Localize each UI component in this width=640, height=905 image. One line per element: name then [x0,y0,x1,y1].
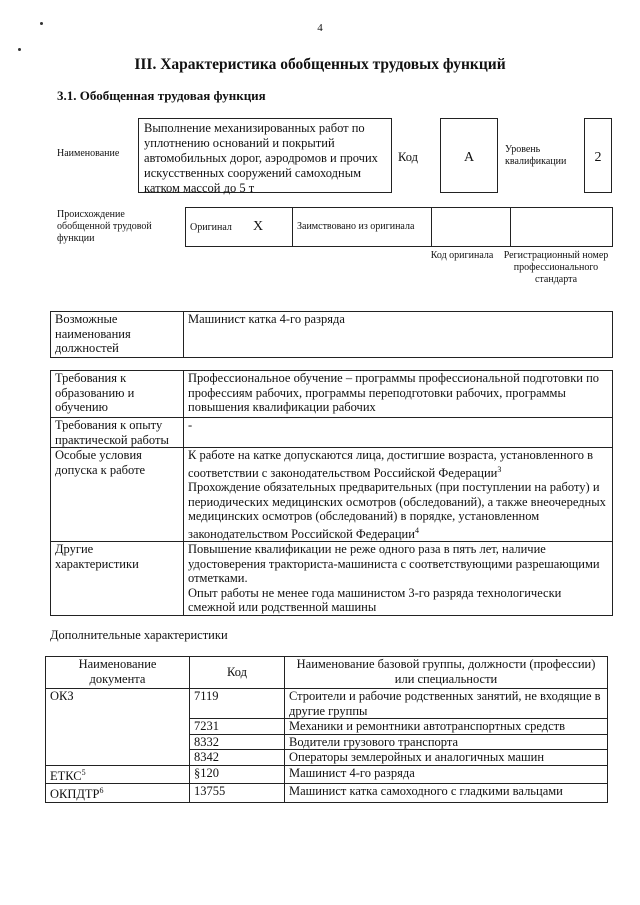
req-other-value [184,542,613,616]
reg-number-cell [511,208,613,247]
name-value: Выполнение механизированных работ по уплотнению оснований и покрытий автомобильных дорог, аэродромов и прочих искусственных сооружений самоходным катком массой до 5 т [144,121,378,195]
level-label: Уровень квалификации [505,144,567,167]
table-row-name: Машинист 4-го разряда [285,765,608,784]
code-value: А [463,150,475,165]
doc-etks: ЕТКС [50,768,82,783]
req-admission-value [184,448,613,542]
name-label: Наименование [57,148,120,159]
positions-value: Машинист катка 4-го разряда [184,312,613,358]
table-row-name: Водители грузового транспорта [285,734,608,750]
scan-speck [18,48,21,51]
original-mark: Х [253,219,264,235]
table-row-code: 8342 [190,750,285,766]
level-value-box [584,118,612,193]
table-row-code: 7231 [190,719,285,735]
origin-table [185,207,613,247]
admission-text-2: Прохождение обязательных предварительных (при поступлении на работу) и периодических медицинских осмотров (обследований), а также внеочередных медицинских осмотров (обследований) в порядке, установленном законодательством Российской Федерации [188,480,606,541]
table-row-name: Строители и рабочие родственных занятий, не входящие в другие группы [285,689,608,719]
additional-title: Дополнительные характеристики [50,628,228,642]
positions-label: Возможные наименования должностей [51,312,184,358]
section-title: III. Характеристика обобщенных трудовых функций [134,56,506,73]
table-row-doc [46,765,190,784]
origin-label: Происхождение обобщенной трудовой функции [57,209,152,244]
req-education-value: Профессиональное обучение – программы профессиональной подготовки по профессиям рабочих, программы переподготовки рабочих, программы повышения квалификации рабочих [184,371,613,418]
req-admission-label: Особые условия допуска к работе [51,448,184,542]
col-name-header: Наименование базовой группы, должности (профессии) или специальности [285,657,608,689]
req-education-label: Требования к образованию и обучению [51,371,184,418]
table-row-name: Машинист катка самоходного с гладкими вальцами [285,784,608,803]
col-doc-header: Наименование документа [46,657,190,689]
borrowed-cell [293,208,432,247]
requirements-table [50,370,613,616]
table-row-name: Механики и ремонтники автотранспортных средств [285,719,608,735]
req-experience-value: - [184,418,613,448]
borrowed-label: Заимствовано из оригинала [297,221,415,232]
table-row-doc [46,784,190,803]
reg-number-caption: Регистрационный номер профессионального стандарта [503,250,609,285]
level-value: 2 [594,150,602,165]
positions-table [50,311,613,358]
code-value-box [440,118,498,193]
name-value-box [138,118,392,193]
page-number: 4 [317,22,323,34]
col-code-header: Код [190,657,285,689]
req-other-label: Другие характеристики [51,542,184,616]
footnote-3: 3 [497,464,502,474]
footnote-5: 5 [81,767,86,777]
original-label: Оригинал [190,222,232,234]
footnote-6: 6 [99,786,104,796]
additional-table [45,656,608,803]
table-row-code: 13755 [190,784,285,803]
table-row-code: 8332 [190,734,285,750]
original-cell [186,208,293,247]
footnote-4: 4 [414,525,419,535]
other-text-2: Опыт работы не менее года машинистом 3-го разряда технологически смежной или родственной машины [188,585,562,615]
table-row-code: §120 [190,765,285,784]
req-experience-label: Требования к опыту практической работы [51,418,184,448]
table-row-name: Операторы землеройных и аналогичных машин [285,750,608,766]
code-original-caption: Код оригинала [430,250,494,261]
table-row-code: 7119 [190,689,285,719]
doc-okpdtr: ОКПДТР [50,787,100,802]
other-text-1: Повышение квалификации не реже одного раза в пять лет, наличие удостоверения тракториста-машиниста с соответствующими разрешающими отметками. [188,542,600,586]
subsection-title: 3.1. Обобщенная трудовая функция [57,88,266,103]
code-original-cell [432,208,511,247]
table-row-doc: ОКЗ [46,689,190,766]
admission-text-1: К работе на катке допускаются лица, достигшие возраста, установленного в соответствии с законодательством Российской Федерации [188,448,594,480]
code-label: Код [398,150,418,164]
